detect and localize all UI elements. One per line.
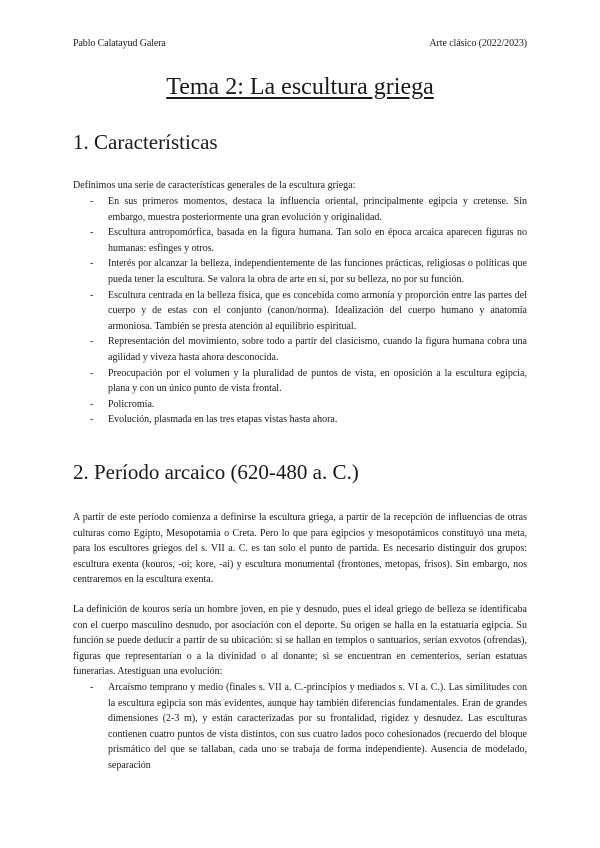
list-item: - Policromía. [73, 397, 527, 413]
section-intro: Definimos una serie de características generales de la escultura griega: [73, 180, 356, 191]
list-item: - Escultura centrada en la belleza física, que es concebida como armonía y proporción entre las partes del cuerpo y de estas con el conjunto (canon/norma). Idealización del cuerpo humano y anatomía armoniosa. También se presta atención al equilibrio espiritual. [73, 288, 527, 335]
evolution-list [73, 680, 527, 774]
section-heading-1: 1. Características [73, 130, 218, 154]
list-item: - Representación del movimiento, sobre todo a partir del clasicismo, cuando la figura humana cobra una agilidad y viveza hasta ahora desconocida. [73, 334, 527, 365]
list-item: - Evolución, plasmada en las tres etapas vistas hasta ahora. [73, 412, 527, 428]
list-item: - Interés por alcanzar la belleza, independientemente de las funciones prácticas, religiosas o políticas que pueda tener la escultura. Se valora la obra de arte en sí, por su belleza, no por su función. [73, 256, 527, 287]
list-item: - Escultura antropomórfica, basada en la figura humana. Tan solo en época arcaica aparecen figuras no humanas: esfinges y otros. [73, 225, 527, 256]
characteristics-list [73, 194, 527, 428]
header-author: Pablo Calatayud Galera [73, 38, 166, 49]
list-item: - Preocupación por el volumen y la pluralidad de puntos de vista, en oposición a la escultura egipcia, plana y con un único punto de vista frontal. [73, 366, 527, 397]
section-heading-2: 2. Período arcaico (620-480 a. C.) [73, 460, 359, 484]
page-title: Tema 2: La escultura griega [166, 74, 434, 100]
list-item: - Arcaísmo temprano y medio (finales s. VII a. C.-principios y mediados s. VI a. C.). Las similitudes con la escultura egipcia son más evidentes, aunque hay también diferencias fundamentales. Eran de grandes dimensiones (2-3 m), y están caracterizadas por su frontalidad, rigidez y desnudez. Las esculturas contienen cuatro puntos de vista distintos, con sus cuatro lados poco cohesionados (recuerdo del bloque prismático del que se tallaban, cada uno se trabaja de forma independiente). Ausencia de modelado, separación [73, 680, 527, 774]
list-item: - En sus primeros momentos, destaca la influencia oriental, principalmente egipcia y cretense. Sin embargo, muestra posteriormente una gran evolución y originalidad. [73, 194, 527, 225]
paragraph: La definición de kouros sería un hombre joven, en pie y desnudo, pues el ideal griego de belleza se identificaba con el cuerpo masculino desnudo, por asociación con el deporte. Su origen se halla en la estatuaria egipcia. Su función se puede deducir a partir de su ubicación: si se hallan en templos o santuarios, serían exvotos (ofrendas), figuras que representarían o a la divinidad o al donante; si se encuentran en cementerios, serían estatuas funerarias. Atestiguan una evolución: [73, 604, 527, 678]
header-course: Arte clásico (2022/2023) [429, 38, 527, 49]
paragraph: A partir de este período comienza a definirse la escultura griega, a partir de la recepción de influencias de otras culturas como Egipto, Mesopotamia o Creta. Pero lo que para egipcios y mesopotámicos constituyó una meta, para los escultores griegos del s. VII a. C. es tan solo el punto de partida. Es necesario distinguir dos grupos: escultura exenta (kouros, -oi; kore, -ai) y escultura monumental (frontones, metopas, frisos). Sin embargo, nos centraremos en la escultura exenta. [73, 512, 527, 586]
